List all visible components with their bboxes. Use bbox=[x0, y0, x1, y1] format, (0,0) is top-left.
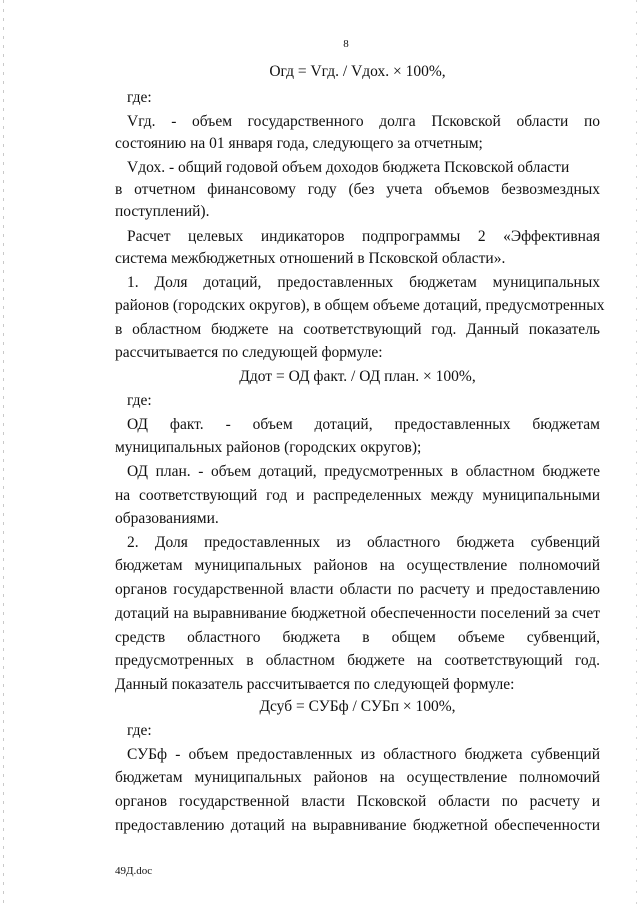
section-heading: Расчет целевых индикаторов подпрограммы 2 «Эффективная bbox=[127, 228, 600, 245]
page-number: 8 bbox=[343, 38, 349, 50]
text-line: в областном бюджете на соответствующий год. Данный показатель bbox=[115, 321, 600, 338]
formula-dsub: Дсуб = СУБф / СУБп × 100%, bbox=[259, 698, 456, 715]
text-line: органов государственной власти области по расчету и предоставлению bbox=[115, 581, 600, 598]
section-heading: система межбюджетных отношений в Псковской области». bbox=[115, 250, 506, 267]
text-line: бюджетам муниципальных районов на осуществление полномочий bbox=[115, 557, 600, 574]
text-line: органов государственной власти Псковской области по расчету и bbox=[115, 793, 600, 810]
text-line: Vгд. - объем государственного долга Псковской области по bbox=[127, 113, 600, 130]
text-line: предоставлению дотаций на выравнивание бюджетной обеспеченности bbox=[115, 817, 600, 834]
scan-edge-right bbox=[636, 0, 637, 905]
text-line: ОД факт. - объем дотаций, предоставленных бюджетам bbox=[127, 416, 600, 433]
text-line: в отчетном финансовому году (без учета объемов безвозмездных bbox=[115, 181, 600, 198]
where-label: где: bbox=[127, 392, 152, 409]
formula-ogd: Огд = Vгд. / Vдох. × 100%, bbox=[269, 63, 446, 80]
text-line: районов (городских округов), в общем объеме дотаций, предусмотренных bbox=[115, 297, 605, 314]
text-line: СУБф - объем предоставленных из областного бюджета субвенций bbox=[127, 746, 600, 763]
text-line: дотаций на выравнивание бюджетной обеспеченности поселений за счет bbox=[115, 605, 600, 622]
where-label: где: bbox=[127, 722, 152, 739]
text-line: образованиями. bbox=[115, 510, 219, 527]
text-line: предусмотренных в областном бюджете на соответствующий год. bbox=[115, 652, 600, 669]
formula-ddot: Ддот = ОД факт. / ОД план. × 100%, bbox=[239, 368, 476, 385]
scan-edge-left bbox=[3, 0, 4, 905]
where-label: где: bbox=[127, 89, 152, 106]
text-line: Vдох. - общий годовой объем доходов бюджета Псковской области bbox=[127, 159, 570, 176]
text-line: бюджетам муниципальных районов на осуществление полномочий bbox=[115, 769, 600, 786]
text-line: на соответствующий год и распределенных между муниципальными bbox=[115, 487, 600, 504]
text-line: 2. Доля предоставленных из областного бюджета субвенций bbox=[127, 534, 600, 551]
text-line: рассчитывается по следующей формуле: bbox=[115, 344, 383, 361]
text-line: состоянию на 01 января года, следующего за отчетным; bbox=[115, 135, 483, 152]
text-line: Данный показатель рассчитывается по следующей формуле: bbox=[115, 676, 515, 693]
file-name-footer: 49Д.doc bbox=[115, 865, 153, 877]
text-line: поступлений). bbox=[115, 203, 210, 220]
text-line: средств областного бюджета в общем объеме субвенций, bbox=[115, 629, 600, 646]
text-line: 1. Доля дотаций, предоставленных бюджетам муниципальных bbox=[127, 274, 600, 291]
text-line: муниципальных районов (городских округов); bbox=[115, 439, 422, 456]
text-line: ОД план. - объем дотаций, предусмотренных в областном бюджете bbox=[127, 463, 600, 480]
